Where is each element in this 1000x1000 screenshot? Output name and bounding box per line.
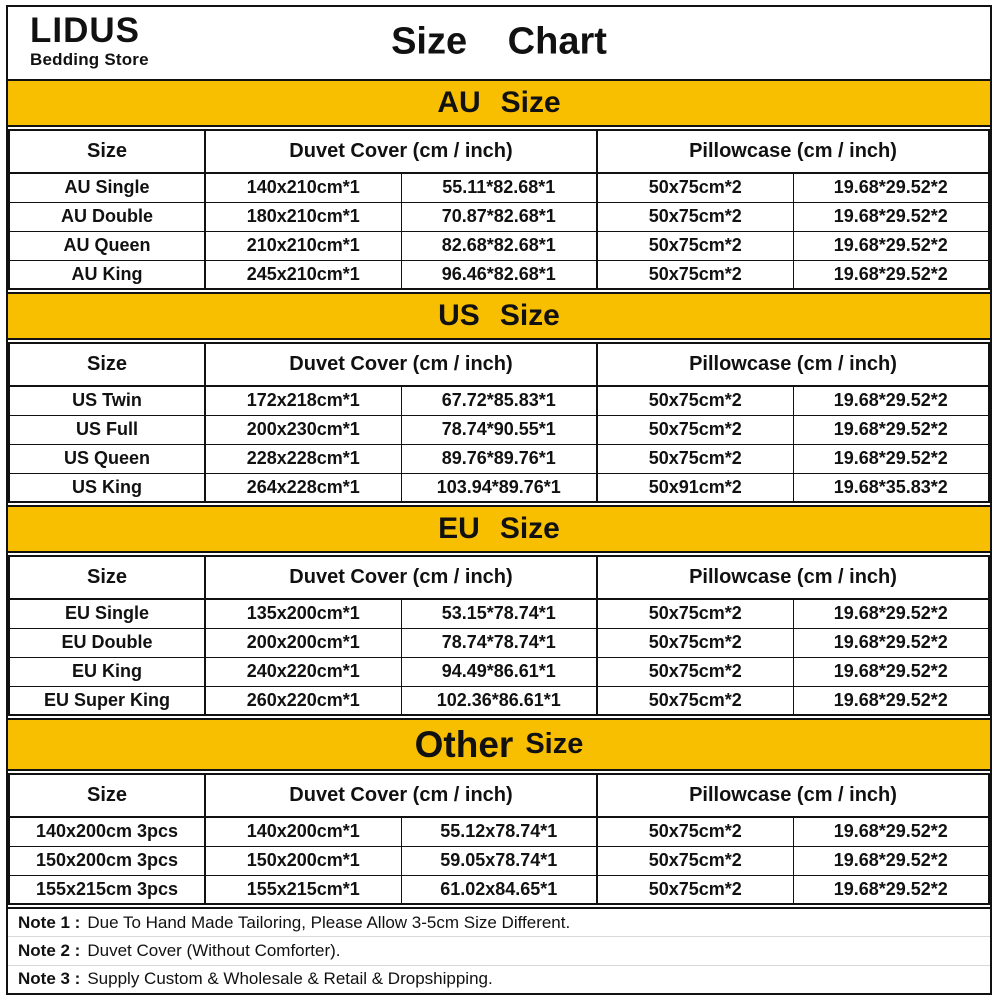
column-header-size: Size	[9, 343, 205, 386]
cell-size: AU Queen	[9, 231, 205, 260]
note-label: Note 2 :	[18, 940, 81, 960]
cell-pillow-inch: 19.68*29.52*2	[793, 415, 989, 444]
note-label: Note 1 :	[18, 912, 81, 932]
table-row	[9, 657, 989, 686]
cell-duvet-cm: 180x210cm*1	[205, 202, 401, 231]
cell-size: EU Super King	[9, 686, 205, 715]
cell-pillow-cm: 50x75cm*2	[597, 260, 793, 289]
cell-pillow-inch: 19.68*29.52*2	[793, 846, 989, 875]
cell-duvet-cm: 200x200cm*1	[205, 628, 401, 657]
cell-duvet-inch: 55.11*82.68*1	[401, 173, 597, 202]
column-header-size: Size	[9, 556, 205, 599]
column-header-pillowcase: Pillowcase (cm / inch)	[597, 774, 989, 817]
cell-duvet-cm: 240x220cm*1	[205, 657, 401, 686]
table-row	[9, 875, 989, 904]
cell-duvet-inch: 78.74*90.55*1	[401, 415, 597, 444]
section-banner-au	[8, 79, 990, 127]
cell-duvet-inch: 53.15*78.74*1	[401, 599, 597, 628]
banner-size-label: Size	[525, 728, 584, 760]
cell-duvet-inch: 78.74*78.74*1	[401, 628, 597, 657]
cell-duvet-inch: 82.68*82.68*1	[401, 231, 597, 260]
cell-pillow-cm: 50x75cm*2	[597, 817, 793, 846]
cell-pillow-inch: 19.68*29.52*2	[793, 260, 989, 289]
column-header-size: Size	[9, 774, 205, 817]
cell-duvet-cm: 150x200cm*1	[205, 846, 401, 875]
section-banner-other	[8, 718, 990, 771]
cell-pillow-cm: 50x75cm*2	[597, 628, 793, 657]
cell-duvet-cm: 140x210cm*1	[205, 173, 401, 202]
cell-duvet-cm: 245x210cm*1	[205, 260, 401, 289]
cell-duvet-inch: 70.87*82.68*1	[401, 202, 597, 231]
cell-duvet-inch: 55.12x78.74*1	[401, 817, 597, 846]
cell-pillow-inch: 19.68*29.52*2	[793, 599, 989, 628]
table-header-row	[9, 130, 989, 173]
table-header-row	[9, 774, 989, 817]
cell-pillow-cm: 50x75cm*2	[597, 686, 793, 715]
cell-pillow-cm: 50x75cm*2	[597, 444, 793, 473]
cell-pillow-inch: 19.68*29.52*2	[793, 686, 989, 715]
table-row	[9, 628, 989, 657]
cell-duvet-inch: 59.05x78.74*1	[401, 846, 597, 875]
cell-pillow-cm: 50x75cm*2	[597, 173, 793, 202]
table-row	[9, 260, 989, 289]
cell-duvet-cm: 228x228cm*1	[205, 444, 401, 473]
table-row	[9, 444, 989, 473]
cell-pillow-cm: 50x75cm*2	[597, 846, 793, 875]
note-text: Duvet Cover (Without Comforter).	[87, 940, 341, 960]
column-header-size: Size	[9, 130, 205, 173]
cell-size: EU King	[9, 657, 205, 686]
cell-pillow-inch: 19.68*29.52*2	[793, 386, 989, 415]
section-banner-us	[8, 292, 990, 340]
note-text: Due To Hand Made Tailoring, Please Allow 3-5cm Size Different.	[87, 912, 571, 932]
cell-duvet-inch: 96.46*82.68*1	[401, 260, 597, 289]
banner-region-label: Other	[414, 723, 514, 765]
cell-size: US Twin	[9, 386, 205, 415]
section-banner-eu	[8, 505, 990, 553]
cell-duvet-inch: 94.49*86.61*1	[401, 657, 597, 686]
cell-pillow-inch: 19.68*29.52*2	[793, 173, 989, 202]
column-header-pillowcase: Pillowcase (cm / inch)	[597, 343, 989, 386]
page-header	[8, 7, 990, 77]
us-size-table	[8, 342, 990, 503]
table-row	[9, 846, 989, 875]
table-row	[9, 202, 989, 231]
cell-duvet-cm: 172x218cm*1	[205, 386, 401, 415]
cell-pillow-inch: 19.68*29.52*2	[793, 817, 989, 846]
size-chart-page	[6, 5, 992, 995]
note-text: Supply Custom & Wholesale & Retail & Dropshipping.	[87, 969, 493, 989]
column-header-duvet-cover: Duvet Cover (cm / inch)	[205, 774, 597, 817]
page-title: Size Chart	[391, 20, 607, 63]
au-size-table	[8, 129, 990, 290]
cell-pillow-cm: 50x75cm*2	[597, 415, 793, 444]
table-row	[9, 686, 989, 715]
note-row	[8, 966, 990, 993]
cell-duvet-cm: 200x230cm*1	[205, 415, 401, 444]
cell-pillow-inch: 19.68*29.52*2	[793, 444, 989, 473]
table-row	[9, 415, 989, 444]
brand-name: LIDUS	[30, 11, 140, 50]
table-header-row	[9, 556, 989, 599]
banner-size-label: Size	[500, 86, 561, 119]
table-row	[9, 599, 989, 628]
cell-pillow-cm: 50x75cm*2	[597, 875, 793, 904]
column-header-duvet-cover: Duvet Cover (cm / inch)	[205, 130, 597, 173]
note-row	[8, 909, 990, 937]
cell-duvet-inch: 61.02x84.65*1	[401, 875, 597, 904]
column-header-duvet-cover: Duvet Cover (cm / inch)	[205, 556, 597, 599]
cell-pillow-cm: 50x91cm*2	[597, 473, 793, 502]
eu-size-table	[8, 555, 990, 716]
cell-size: 140x200cm 3pcs	[9, 817, 205, 846]
cell-size: EU Single	[9, 599, 205, 628]
column-header-pillowcase: Pillowcase (cm / inch)	[597, 130, 989, 173]
cell-size: 155x215cm 3pcs	[9, 875, 205, 904]
brand-tagline: Bedding Store	[30, 49, 149, 69]
cell-pillow-inch: 19.68*29.52*2	[793, 657, 989, 686]
cell-size: US Full	[9, 415, 205, 444]
cell-pillow-cm: 50x75cm*2	[597, 386, 793, 415]
table-row	[9, 231, 989, 260]
cell-size: US Queen	[9, 444, 205, 473]
cell-pillow-inch: 19.68*29.52*2	[793, 231, 989, 260]
table-row	[9, 473, 989, 502]
cell-pillow-inch: 19.68*29.52*2	[793, 875, 989, 904]
cell-size: AU Double	[9, 202, 205, 231]
cell-duvet-cm: 264x228cm*1	[205, 473, 401, 502]
cell-pillow-inch: 19.68*35.83*2	[793, 473, 989, 502]
banner-region-label: AU	[437, 86, 481, 119]
banner-size-label: Size	[499, 512, 560, 545]
banner-region-label: EU	[438, 512, 480, 545]
cell-pillow-inch: 19.68*29.52*2	[793, 628, 989, 657]
table-row	[9, 173, 989, 202]
cell-duvet-cm: 210x210cm*1	[205, 231, 401, 260]
table-row	[9, 817, 989, 846]
cell-pillow-cm: 50x75cm*2	[597, 657, 793, 686]
cell-pillow-cm: 50x75cm*2	[597, 231, 793, 260]
other-size-table	[8, 773, 990, 905]
table-header-row	[9, 343, 989, 386]
cell-duvet-cm: 140x200cm*1	[205, 817, 401, 846]
cell-duvet-inch: 67.72*85.83*1	[401, 386, 597, 415]
cell-size: 150x200cm 3pcs	[9, 846, 205, 875]
note-row	[8, 937, 990, 965]
column-header-duvet-cover: Duvet Cover (cm / inch)	[205, 343, 597, 386]
cell-duvet-inch: 102.36*86.61*1	[401, 686, 597, 715]
cell-size: AU King	[9, 260, 205, 289]
brand-logo	[30, 13, 149, 70]
banner-region-label: US	[438, 299, 480, 332]
cell-duvet-inch: 89.76*89.76*1	[401, 444, 597, 473]
cell-pillow-inch: 19.68*29.52*2	[793, 202, 989, 231]
cell-size: AU Single	[9, 173, 205, 202]
note-label: Note 3 :	[18, 969, 81, 989]
cell-duvet-cm: 260x220cm*1	[205, 686, 401, 715]
cell-duvet-inch: 103.94*89.76*1	[401, 473, 597, 502]
cell-pillow-cm: 50x75cm*2	[597, 599, 793, 628]
cell-size: EU Double	[9, 628, 205, 657]
cell-pillow-cm: 50x75cm*2	[597, 202, 793, 231]
table-row	[9, 386, 989, 415]
cell-duvet-cm: 155x215cm*1	[205, 875, 401, 904]
column-header-pillowcase: Pillowcase (cm / inch)	[597, 556, 989, 599]
banner-size-label: Size	[499, 299, 560, 332]
notes-box	[8, 907, 990, 993]
cell-size: US King	[9, 473, 205, 502]
cell-duvet-cm: 135x200cm*1	[205, 599, 401, 628]
